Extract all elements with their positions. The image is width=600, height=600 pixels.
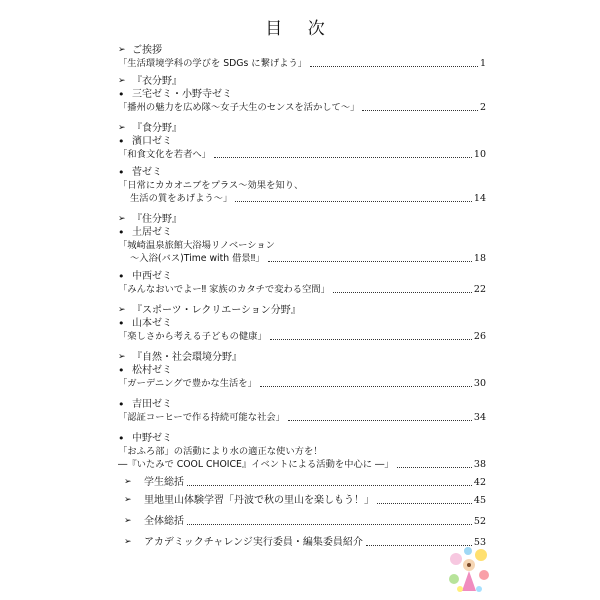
seminar-matsumura [118, 364, 486, 377]
dot-leader [260, 386, 472, 387]
section-heading: 『衣分野』 [132, 76, 182, 87]
entry-title: 「城崎温泉旅館大浴場リノベーション [118, 240, 275, 251]
dot-leader [377, 503, 472, 504]
toc-entry-committee[interactable] [118, 536, 486, 549]
seminar-hamaguchi [118, 135, 486, 148]
toc-entry-satoyama[interactable] [118, 494, 486, 507]
toc-entry-greeting[interactable] [118, 57, 486, 70]
dot-leader [397, 467, 472, 468]
page-number: 34 [473, 412, 486, 423]
dot-bullet-icon: • [118, 398, 125, 411]
arrow-bullet-icon: ➢ [118, 45, 126, 55]
toc-entry-food-2-line1[interactable] [118, 179, 486, 192]
toc-entry-nature-3-line1[interactable] [118, 445, 486, 458]
dot-leader [270, 339, 472, 340]
toc-entry-food-1[interactable] [118, 148, 486, 161]
arrow-bullet-icon: ➢ [118, 214, 126, 224]
section-housing [118, 213, 486, 226]
section-nature-society [118, 351, 486, 364]
dot-bullet-icon: • [118, 135, 125, 148]
entry-title: 「日常にカカオニブをプラス〜効果を知り、 [118, 180, 304, 191]
table-of-contents [118, 44, 486, 549]
dot-bullet-icon: • [118, 88, 125, 101]
dot-leader [235, 201, 472, 202]
page-number: 26 [473, 331, 486, 342]
seminar-name: 吉田ゼミ [132, 399, 172, 410]
dot-bullet-icon: • [118, 226, 125, 239]
seminar-nakanishi [118, 270, 486, 283]
entry-title: 「生活環境学科の学びを SDGs に繋げよう」 [118, 58, 308, 69]
arrow-bullet-icon: ➢ [118, 305, 126, 315]
toc-entry-nature-2[interactable] [118, 411, 486, 424]
arrow-bullet-icon: ➢ [118, 352, 126, 362]
dot-leader [288, 420, 472, 421]
seminar-name: 中野ゼミ [132, 433, 172, 444]
dot-leader [187, 485, 472, 486]
seminar-yamamoto [118, 317, 486, 330]
section-heading: 『スポーツ・レクリエーション分野』 [132, 305, 301, 316]
toc-entry-food-2-line2[interactable] [118, 192, 486, 205]
dot-bullet-icon: • [118, 166, 125, 179]
entry-title: 「おふろ部」の活動により水の適正な使い方を！ [118, 446, 323, 457]
dot-bullet-icon: • [118, 270, 125, 283]
toc-entry-nature-3-line2[interactable] [118, 458, 486, 471]
seminar-name: 松村ゼミ [132, 365, 172, 376]
entry-title-continued: 生活の質をあげよう〜」 [130, 193, 233, 204]
dot-leader [268, 261, 472, 262]
toc-entry-clothing[interactable] [118, 101, 486, 114]
arrow-bullet-icon: ➢ [124, 537, 132, 547]
entry-title: 「播州の魅力を広め隊〜女子大生のセンスを活かして〜」 [118, 102, 360, 113]
page-number: 22 [473, 284, 486, 295]
decorative-illustration [448, 545, 490, 595]
dot-leader [187, 524, 472, 525]
toc-entry-housing-2[interactable] [118, 283, 486, 296]
dot-leader [362, 110, 478, 111]
seminar-suga [118, 166, 486, 179]
toc-entry-housing-1-line2[interactable] [118, 252, 486, 265]
entry-title: 学生総括 [144, 477, 184, 488]
page-title: 目 次 [265, 19, 335, 39]
arrow-bullet-icon: ➢ [118, 123, 126, 133]
section-clothing [118, 75, 486, 88]
seminar-name: 中西ゼミ [132, 271, 172, 282]
section-heading: 『自然・社会環境分野』 [132, 352, 242, 363]
arrow-bullet-icon: ➢ [124, 477, 132, 487]
entry-title: アカデミックチャレンジ実行委員・編集委員紹介 [144, 537, 363, 548]
toc-entry-housing-1-line1[interactable] [118, 239, 486, 252]
dot-bullet-icon: • [118, 364, 125, 377]
entry-title: 「ガーデニングで豊かな生活を」 [118, 378, 257, 389]
entry-title: 「楽しさから考える子どもの健康」 [118, 331, 267, 342]
section-sports [118, 304, 486, 317]
section-heading: 『食分野』 [132, 123, 182, 134]
page-number: 10 [473, 149, 486, 160]
entry-title: 「みんなおいでよー‼ 家族のカタチで変わる空間」 [118, 284, 330, 295]
toc-entry-sports[interactable] [118, 330, 486, 343]
seminar-name: 菅ゼミ [132, 167, 162, 178]
page-number: 30 [473, 378, 486, 389]
page-number: 1 [479, 58, 486, 69]
toc-entry-nature-1[interactable] [118, 377, 486, 390]
toc-entry-student-summary[interactable] [118, 476, 486, 489]
dot-bullet-icon: • [118, 432, 125, 445]
page-number: 52 [473, 516, 486, 527]
page-number: 2 [479, 102, 486, 113]
dot-bullet-icon: • [118, 317, 125, 330]
dot-leader [310, 66, 478, 67]
dot-leader [214, 157, 472, 158]
page-number: 14 [473, 193, 486, 204]
seminar-name: 三宅ゼミ・小野寺ゼミ [132, 89, 232, 100]
page-number: 45 [473, 495, 486, 506]
entry-title: 「認証コーヒーで作る持続可能な社会」 [118, 412, 285, 423]
page-number: 53 [473, 537, 486, 548]
entry-title: 「和食文化を若者へ」 [118, 149, 211, 160]
dot-leader [333, 292, 472, 293]
seminar-miyake-onodera [118, 88, 486, 101]
arrow-bullet-icon: ➢ [118, 76, 126, 86]
seminar-name: 山本ゼミ [132, 318, 172, 329]
arrow-bullet-icon: ➢ [124, 495, 132, 505]
seminar-doi [118, 226, 486, 239]
page-number: 42 [473, 477, 486, 488]
section-food [118, 122, 486, 135]
section-heading: 『住分野』 [132, 214, 182, 225]
seminar-name: 土居ゼミ [132, 227, 172, 238]
section-greeting [118, 44, 486, 57]
seminar-name: 濱口ゼミ [132, 136, 172, 147]
entry-title-continued: 〜入浴(バス)Time with 借景‼」 [130, 253, 265, 264]
seminar-yoshida [118, 398, 486, 411]
entry-title: 里地里山体験学習「丹波で秋の里山を楽しもう！」 [144, 495, 374, 506]
page-number: 18 [473, 253, 486, 264]
section-heading: ご挨拶 [132, 45, 162, 56]
seminar-nakano [118, 432, 486, 445]
page-number: 38 [473, 459, 486, 470]
toc-entry-overall-summary[interactable] [118, 515, 486, 528]
arrow-bullet-icon: ➢ [124, 516, 132, 526]
entry-title: 全体総括 [144, 516, 184, 527]
entry-title-continued: ―『いたみで COOL CHOICE』イベントによる活動を中心に ―」 [118, 459, 394, 470]
